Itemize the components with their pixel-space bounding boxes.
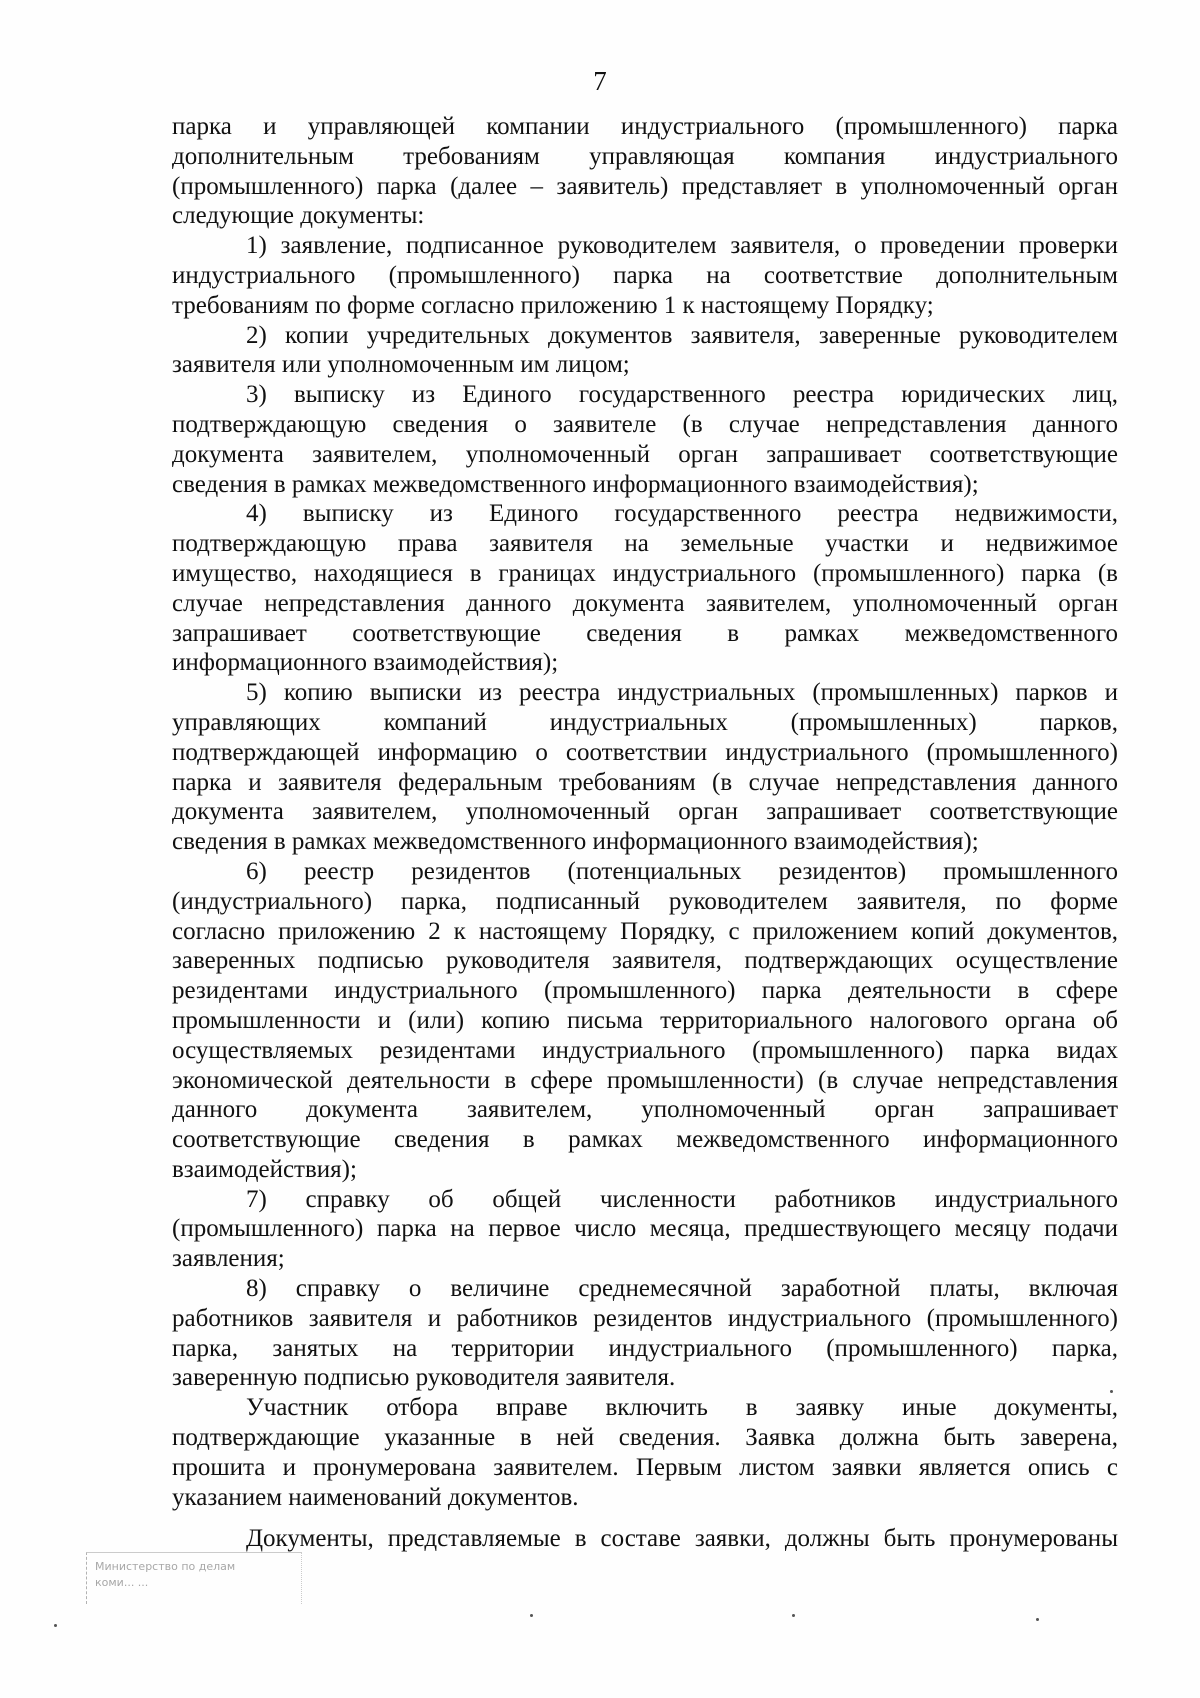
text-line: экономической деятельности в сфере промышленности) (в случае непредставления — [172, 1066, 1118, 1094]
text-line: 6) реестр резидентов (потенциальных резидентов) промышленного — [246, 857, 1118, 885]
text-line: документа заявителем, уполномоченный орган запрашивает соответствующие — [172, 798, 1118, 826]
text-line: взаимодействия); — [172, 1155, 357, 1183]
text-line: имущество, находящиеся в границах индустриального (промышленного) парка (в — [172, 559, 1118, 587]
text-line: управляющих компаний индустриальных (промышленных) парков, — [172, 708, 1118, 736]
registration-stamp — [86, 1552, 302, 1604]
text-line: промышленности и (или) копию письма территориального налогового органа об — [172, 1006, 1118, 1034]
text-line: заявителя или уполномоченным им лицом; — [172, 351, 630, 379]
text-line: информационного взаимодействия); — [172, 649, 559, 677]
scan-speck — [530, 1614, 533, 1617]
text-line: дополнительным требованиям управляющая компания индустриального — [172, 142, 1118, 170]
page-number: 7 — [593, 66, 607, 96]
stamp-line-1: Министерство по делам — [95, 1560, 236, 1573]
text-line: парка, занятых на территории индустриального (промышленного) парка, — [172, 1334, 1118, 1362]
scan-speck — [1110, 1390, 1113, 1393]
document-body — [172, 112, 1118, 1554]
text-line: 3) выписку из Единого государственного реестра юридических лиц, — [246, 381, 1118, 409]
text-line: (промышленного) парка (далее – заявитель) представляет в уполномоченный орган — [172, 172, 1118, 200]
text-line: подтверждающей информацию о соответствии индустриального (промышленного) — [172, 738, 1118, 766]
text-line: (индустриального) парка, подписанный руководителем заявителя, по форме — [172, 887, 1118, 915]
text-line: сведения в рамках межведомственного информационного взаимодействия); — [172, 828, 979, 856]
text-line: запрашивает соответствующие сведения в рамках межведомственного — [172, 619, 1118, 647]
text-line: 2) копии учредительных документов заявителя, заверенные руководителем — [246, 321, 1118, 349]
text-line: 1) заявление, подписанное руководителем заявителя, о проведении проверки — [246, 232, 1118, 260]
text-line: 4) выписку из Единого государственного реестра недвижимости, — [246, 500, 1118, 528]
text-line: резидентами индустриального (промышленного) парка деятельности в сфере — [172, 977, 1118, 1005]
text-line: заверенную подписью руководителя заявителя. — [172, 1364, 676, 1392]
text-line: требованиям по форме согласно приложению 1 к настоящему Порядку; — [172, 291, 934, 319]
text-line: соответствующие сведения в рамках межведомственного информационного — [172, 1126, 1118, 1154]
text-line: подтверждающую права заявителя на земельные участки и недвижимое — [172, 530, 1118, 558]
text-line: следующие документы: — [172, 202, 425, 230]
text-line: 7) справку об общей численности работников индустриального — [246, 1185, 1118, 1213]
text-line: Документы, представляемые в составе заявки, должны быть пронумерованы — [246, 1525, 1118, 1553]
stamp-line-2: коми... ... — [95, 1576, 149, 1589]
scan-speck — [1036, 1618, 1039, 1621]
text-line: данного документа заявителем, уполномоченный орган запрашивает — [172, 1096, 1118, 1124]
text-line: индустриального (промышленного) парка на соответствие дополнительным — [172, 261, 1118, 289]
text-line: парка и заявителя федеральным требованиям (в случае непредставления данного — [172, 768, 1118, 796]
text-line: сведения в рамках межведомственного информационного взаимодействия); — [172, 470, 979, 498]
text-line: 8) справку о величине среднемесячной заработной платы, включая — [246, 1275, 1118, 1303]
text-line: (промышленного) парка на первое число месяца, предшествующего месяцу подачи — [172, 1215, 1118, 1243]
text-line: случае непредставления данного документа заявителем, уполномоченный орган — [172, 589, 1118, 617]
text-line: осуществляемых резидентами индустриального (промышленного) парка видах — [172, 1036, 1118, 1064]
scan-speck — [54, 1624, 57, 1627]
text-line: парка и управляющей компании индустриального (промышленного) парка — [172, 113, 1118, 140]
text-line: подтверждающие указанные в ней сведения. Заявка должна быть заверена, — [172, 1424, 1118, 1452]
text-line: Участник отбора вправе включить в заявку иные документы, — [246, 1394, 1118, 1422]
text-line: 5) копию выписки из реестра индустриальных (промышленных) парков и — [246, 679, 1118, 707]
text-line: документа заявителем, уполномоченный орган запрашивает соответствующие — [172, 440, 1118, 468]
text-line: заявления; — [172, 1245, 285, 1273]
text-line: заверенных подписью руководителя заявителя, подтверждающих осуществление — [172, 947, 1118, 975]
scan-speck — [792, 1614, 795, 1617]
text-line: прошита и пронумерована заявителем. Первым листом заявки является опись с — [172, 1453, 1118, 1481]
text-line: указанием наименований документов. — [172, 1483, 579, 1511]
text-line: работников заявителя и работников резидентов индустриального (промышленного) — [172, 1304, 1118, 1332]
text-line: подтверждающую сведения о заявителе (в случае непредставления данного — [172, 410, 1118, 438]
text-line: согласно приложению 2 к настоящему Порядку, с приложением копий документов, — [172, 917, 1118, 945]
